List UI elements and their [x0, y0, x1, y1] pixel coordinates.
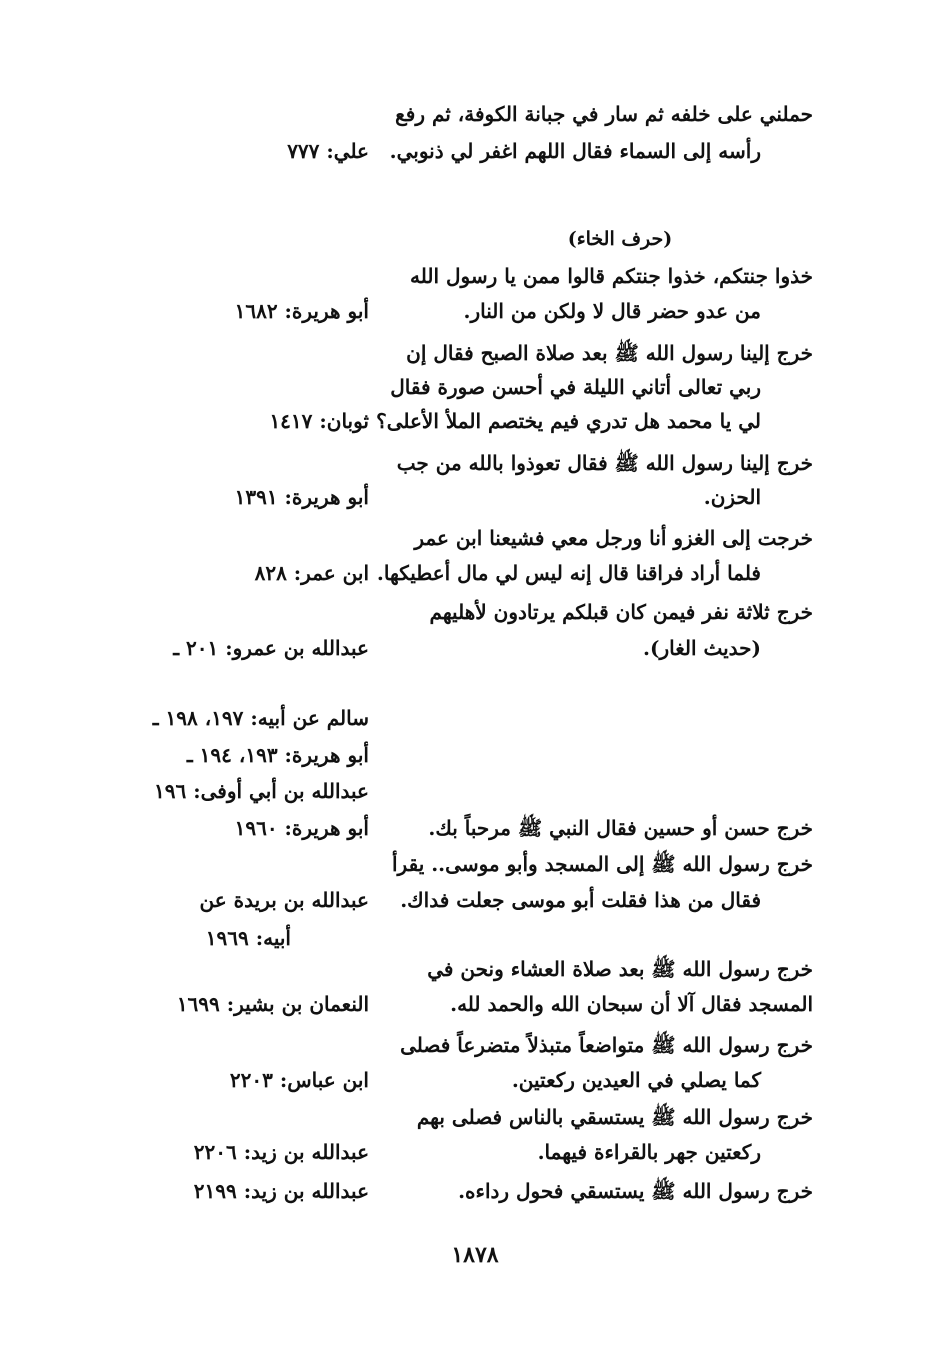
text-line: خرج رسول الله ﷺ متواضعاً متبذلاً متضرعاً فصلى: [400, 1033, 813, 1057]
text-line: رأسه إلى السماء فقال اللهم اغفر لي ذنوبي.: [389, 139, 761, 163]
text-line: من عدو حضر قال لا ولكن من النار.: [463, 299, 761, 323]
text-line: لي يا محمد هل تدري فيم يختصم الملأ الأعلى؟: [376, 409, 761, 433]
reference: أبو هريرة: ١٩٦٠: [234, 816, 369, 840]
text-line: (حديث الغار).: [643, 636, 761, 660]
text-line: خرج حسن أو حسين فقال النبي ﷺ مرحباً بك.: [428, 816, 813, 840]
text-line: خرج رسول الله ﷺ إلى المسجد وأبو موسى.. يقرأ: [391, 852, 813, 876]
text-line: خرجت إلى الغزو أنا ورجل معي فشيعنا ابن عمر: [414, 526, 813, 550]
reference: عبدالله بن زيد: ٢١٩٩: [193, 1179, 369, 1203]
text-line: حملني على خلفه ثم سار في جبانة الكوفة، ثم رفع: [395, 102, 813, 126]
reference: عبدالله بن زيد: ٢٢٠٦: [193, 1140, 369, 1164]
reference: عبدالله بن بريدة عن: [199, 888, 369, 912]
text-line: الحزن.: [703, 485, 761, 509]
text-line: فلما أراد فراقنا قال إنه ليس لي مال أعطيكها.: [376, 561, 761, 585]
text-line: ربي تعالى أتاني الليلة في أحسن صورة فقال: [390, 375, 761, 399]
reference: أبو هريرة: ١٦٨٢: [234, 299, 369, 323]
text-line: ركعتين جهر بالقراءة فيهما.: [537, 1140, 761, 1164]
reference: سالم عن أبيه: ١٩٧، ١٩٨ ـ: [152, 706, 369, 730]
text-line: خرج ثلاثة نفر فيمن كان قبلكم يرتادون لأهليهم: [429, 600, 813, 624]
page-number: ١٨٧٨: [451, 1242, 499, 1268]
section-heading: (حرف الخاء): [567, 228, 673, 250]
text-line: خذوا جنتكم، خذوا جنتكم قالوا ممن يا رسول الله: [410, 264, 813, 288]
reference: علي: ٧٧٧: [287, 139, 369, 163]
text-line: خرج إلينا رسول الله ﷺ بعد صلاة الصبح فقال إن: [406, 341, 813, 365]
reference: النعمان بن بشير: ١٦٩٩: [176, 992, 369, 1016]
text-line: كما يصلي في العيدين ركعتين.: [511, 1068, 761, 1092]
text-line: خرج رسول الله ﷺ يستسقي فحول رداءه.: [458, 1179, 813, 1203]
reference: عبدالله بن عمرو: ٢٠١ ـ: [173, 636, 369, 660]
reference: ابن عمر: ٨٢٨: [254, 561, 369, 585]
text-line: فقال من هذا فقلت أبو موسى جعلت فداك.: [400, 888, 761, 912]
reference: ثوبان: ١٤١٧: [269, 409, 369, 433]
reference: أبو هريرة: ١٩٣، ١٩٤ ـ: [186, 743, 369, 767]
text-line: خرج رسول الله ﷺ بعد صلاة العشاء ونحن في: [427, 957, 813, 981]
reference: عبدالله بن أبي أوفى: ١٩٦: [154, 779, 369, 803]
text-line: خرج إلينا رسول الله ﷺ فقال تعوذوا بالله من جب: [396, 451, 813, 475]
text-line: خرج رسول الله ﷺ يستسقي بالناس فصلى بهم: [416, 1105, 813, 1129]
reference: ابن عباس: ٢٢٠٣: [229, 1068, 369, 1092]
reference: أبيه: ١٩٦٩: [205, 926, 291, 950]
text-line: المسجد فقال آلا أن سبحان الله والحمد لله.: [450, 992, 813, 1016]
reference: أبو هريرة: ١٣٩١: [234, 485, 369, 509]
